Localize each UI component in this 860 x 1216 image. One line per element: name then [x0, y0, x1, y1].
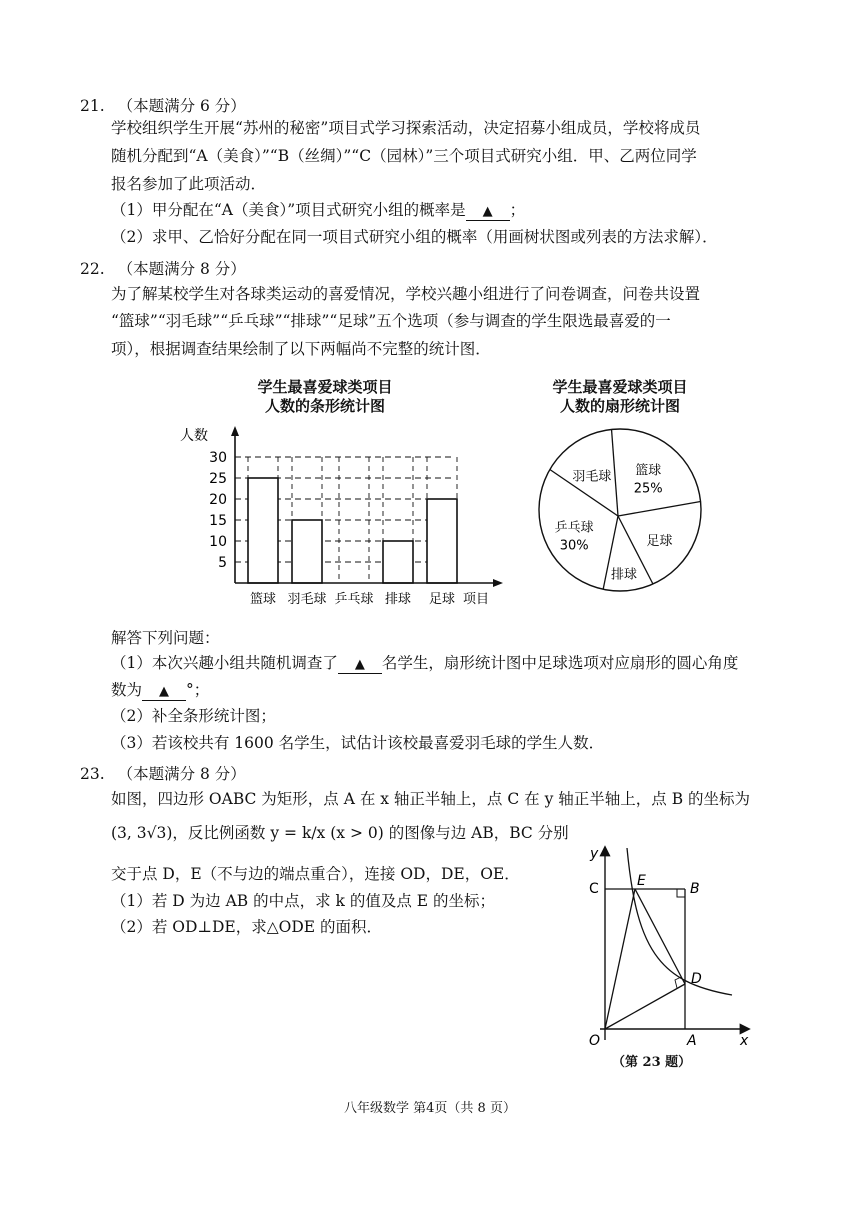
y-tick-label: 15	[209, 513, 227, 529]
segment-od	[605, 984, 685, 1029]
bar	[383, 541, 413, 583]
label-y: y	[590, 846, 599, 862]
y-tick-label: 25	[209, 471, 227, 487]
q22-sub2: （2）补全条形统计图；	[111, 707, 276, 725]
q21-sub1-end: ；	[509, 201, 526, 219]
pie-percent-label: 25%	[633, 481, 663, 497]
bar-title-line2: 人数的条形统计图	[264, 397, 385, 415]
label-c: C	[589, 881, 599, 897]
q23-score: （本题满分 8 分）	[117, 765, 246, 783]
pie-label: 羽毛球	[572, 469, 612, 485]
x-axis-arrow-icon	[493, 579, 503, 587]
q21-line2: 随机分配到“A（美食）”“B（丝绸）”“C（园林）”三个项目式研究小组．甲、乙两位同学	[111, 147, 697, 165]
q22-sub3: （3）若该校共有 1600 名学生，试估计该校最喜爱羽毛球的学生人数．	[111, 734, 605, 752]
right-angle-mark	[677, 889, 685, 897]
q22-score: （本题满分 8 分）	[117, 260, 246, 278]
q23-line1: 如图，四边形 OABC 为矩形，点 A 在 x 轴正半轴上，点 C 在 y 轴正半轴上，点 B 的坐标为	[111, 790, 751, 808]
q22-answer-intro: 解答下列问题：	[111, 629, 220, 647]
x-tick-label: 羽毛球	[287, 592, 327, 607]
q21-sub2: （2）求甲、乙恰好分配在同一项目式研究小组的概率（用画树状图或列表的方法求解）．	[111, 228, 718, 246]
x-tick-label: 篮球	[249, 592, 277, 607]
q21-number: 21.	[80, 97, 105, 115]
q21-header	[80, 94, 246, 116]
bar-title-line1: 学生最喜爱球类项目	[257, 378, 393, 396]
q23-line3: 交于点 D，E（不与边的端点重合），连接 OD，DE，OE．	[111, 865, 520, 883]
q22-header	[80, 257, 246, 279]
q23-sub1: （1）若 D 为边 AB 的中点，求 k 的值及点 E 的坐标；	[111, 892, 495, 910]
bar-chart-title	[230, 378, 420, 416]
y-tick-label: 20	[209, 492, 227, 508]
figure-caption: （第 23 题）	[612, 1055, 692, 1070]
q21-line1: 学校组织学生开展“苏州的秘密”项目式学习探索活动，决定招募小组成员，学校将成员	[111, 119, 701, 137]
segment-oe	[605, 889, 635, 1029]
q22-line2: “篮球”“羽毛球”“乒乓球”“排球”“足球”五个选项（参与调查的学生限选最喜爱的一	[111, 312, 671, 330]
q23-sub2: （2）若 OD⊥DE，求△ODE 的面积．	[111, 918, 383, 936]
label-b: B	[690, 881, 700, 897]
q22-sub1-mid: 名学生，扇形统计图中足球选项对应扇形的圆心角度	[381, 654, 739, 672]
q23-function-text: ，反比例函数 y = k/x (x > 0) 的图像与边 AB，BC 分别	[172, 824, 569, 842]
q23-header	[80, 762, 246, 784]
x-tick-label: 排球	[384, 592, 412, 607]
label-a: A	[687, 1033, 697, 1049]
blank-triangle-icon: ▲	[482, 204, 493, 219]
x-tick-label: 足球	[428, 592, 456, 607]
q21-score: （本题满分 6 分）	[117, 97, 246, 115]
blank-triangle-icon: ▲	[354, 657, 365, 672]
answer-blank[interactable]	[142, 682, 186, 701]
x-tick-label: 乒乓球	[334, 592, 374, 607]
bar-chart	[180, 420, 510, 610]
answer-blank[interactable]	[338, 655, 382, 674]
q21-line3: 报名参加了此项活动．	[111, 175, 267, 193]
q22-sub1	[111, 652, 738, 674]
y-axis-arrow-icon	[231, 426, 239, 436]
segment-de	[635, 889, 685, 984]
q23-line2	[111, 822, 569, 844]
bar	[292, 520, 322, 583]
pie-title-line1: 学生最喜爱球类项目	[552, 378, 688, 396]
pie-label: 排球	[611, 567, 638, 583]
page-footer: 八年级数学 第4页（共 8 页）	[344, 1101, 516, 1116]
answer-blank[interactable]	[466, 202, 510, 221]
pie-label: 乒乓球	[554, 520, 594, 536]
q21-sub1-text: （1）甲分配在“A（美食）”项目式研究小组的概率是	[111, 201, 466, 219]
y-tick-label: 30	[209, 450, 227, 466]
pie-label: 篮球	[635, 463, 662, 479]
q22-number: 22.	[80, 260, 105, 278]
pie-title-line2: 人数的扇形统计图	[559, 397, 680, 415]
pie-label: 足球	[646, 534, 673, 549]
y-tick-label: 10	[209, 534, 227, 550]
y-axis-label: 人数	[180, 428, 208, 444]
y-tick-label: 5	[218, 555, 227, 571]
q22-sub1-line2-text: 数为	[111, 681, 143, 699]
geometry-figure	[580, 840, 760, 1050]
pie-chart-title	[525, 378, 715, 416]
pie-chart	[535, 425, 705, 595]
label-x: x	[740, 1033, 749, 1049]
q22-sub1-line2	[111, 679, 209, 701]
bar	[427, 499, 457, 583]
q22-sub1-line2-end: °；	[186, 681, 210, 699]
blank-triangle-icon: ▲	[159, 684, 170, 699]
pie-percent-label: 30%	[559, 538, 589, 554]
point-b-coordinate: (3, 3√3)	[111, 824, 173, 842]
label-o: O	[589, 1033, 601, 1049]
q21-sub1	[111, 199, 525, 221]
label-d: D	[691, 971, 702, 987]
q23-number: 23.	[80, 765, 105, 783]
q22-sub1-text: （1）本次兴趣小组共随机调查了	[111, 654, 338, 672]
label-e: E	[637, 873, 646, 889]
bar	[248, 478, 278, 583]
q22-line1: 为了解某校学生对各球类运动的喜爱情况，学校兴趣小组进行了问卷调查，问卷共设置	[111, 285, 701, 303]
x-axis-label: 项目	[463, 592, 490, 607]
q22-line3: 项），根据调查结果绘制了以下两幅尚不完整的统计图．	[111, 340, 491, 358]
